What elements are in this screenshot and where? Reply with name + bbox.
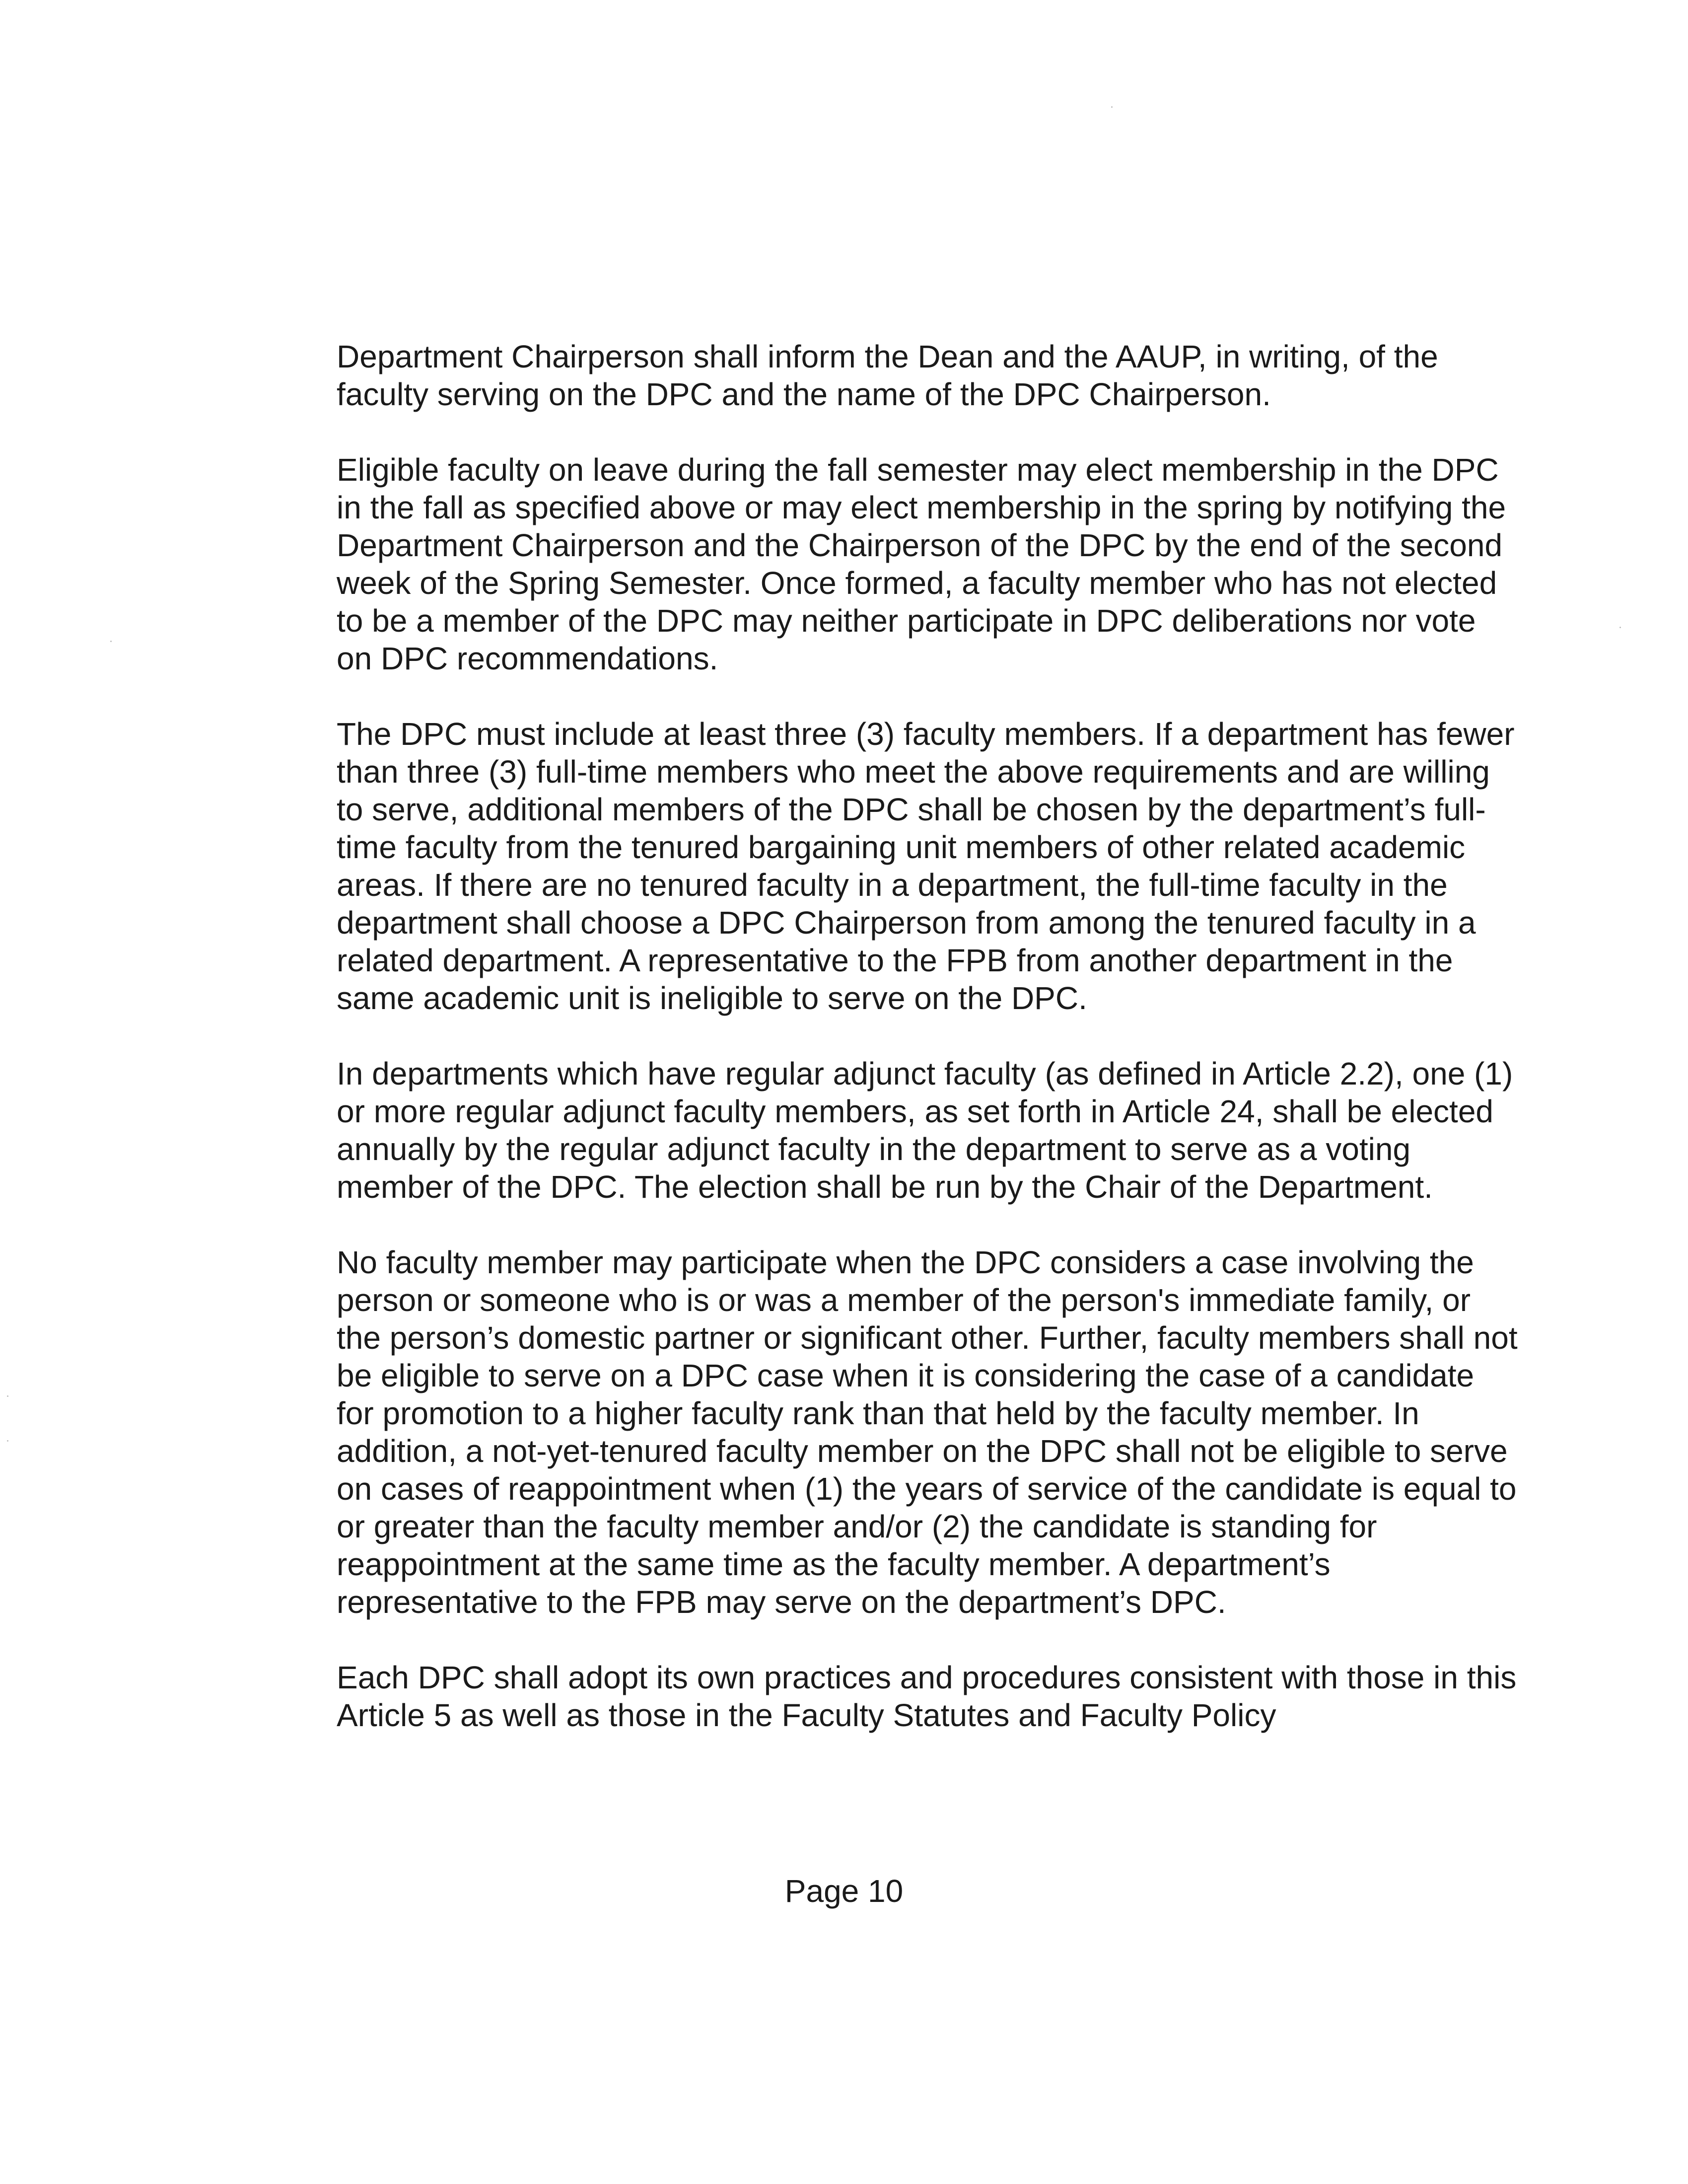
page-number: Page 10 <box>784 1873 904 1909</box>
document-body <box>337 338 1518 1734</box>
paragraph: Department Chairperson shall inform the Dean and the AAUP, in writing, of the faculty serving on the DPC and the name of the DPC Chairperson. <box>337 339 1438 412</box>
paragraph: No faculty member may participate when the DPC considers a case involving the person or someone who is or was a member of the person's immediate family, or the person’s domestic partner or significant other. Further, faculty members shall not be eligible to serve on a DPC case when it is considering the case of a candidate for promotion to a higher faculty rank than that held by the faculty member. In addition, a not-yet-tenured faculty member on the DPC shall not be eligible to serve on cases of reappointment when (1) the years of service of the candidate is equal to or greater than the faculty member and/or (2) the candidate is standing for reappointment at the same time as the faculty member. A department’s representative to the FPB may serve on the department’s DPC. <box>337 1244 1518 1620</box>
scan-speck <box>7 1395 8 1397</box>
paragraph: Eligible faculty on leave during the fall semester may elect membership in the DPC in the fall as specified above or may elect membership in the spring by notifying the Department Chairperson and the Chairperson of the DPC by the end of the second week of the Spring Semester. Once formed, a faculty member who has not elected to be a member of the DPC may neither participate in DPC deliberations nor vote on DPC recommendations. <box>337 452 1506 676</box>
scan-speck <box>7 1440 8 1442</box>
paragraph: The DPC must include at least three (3) faculty members. If a department has fewer than three (3) full-time members who meet the above requirements and are willing to serve, additional members of the DPC shall be chosen by the department’s full-time faculty from the tenured bargaining unit members of other related academic areas. If there are no tenured faculty in a department, the full-time faculty in the department shall choose a DPC Chairperson from among the tenured faculty in a related department. A representative to the FPB from another department in the same academic unit is ineligible to serve on the DPC. <box>337 716 1515 1016</box>
scan-speck <box>110 641 112 642</box>
paragraph: In departments which have regular adjunct faculty (as defined in Article 2.2), one (1) or more regular adjunct faculty members, as set forth in Article 24, shall be elected annually by the regular adjunct faculty in the department to serve as a voting member of the DPC. The election shall be run by the Chair of the Department. <box>337 1056 1513 1205</box>
paragraph: Each DPC shall adopt its own practices and procedures consistent with those in this Article 5 as well as those in the Faculty Statutes and Faculty Policy <box>337 1660 1517 1733</box>
scan-speck <box>1111 106 1113 108</box>
scan-speck <box>1619 627 1621 628</box>
